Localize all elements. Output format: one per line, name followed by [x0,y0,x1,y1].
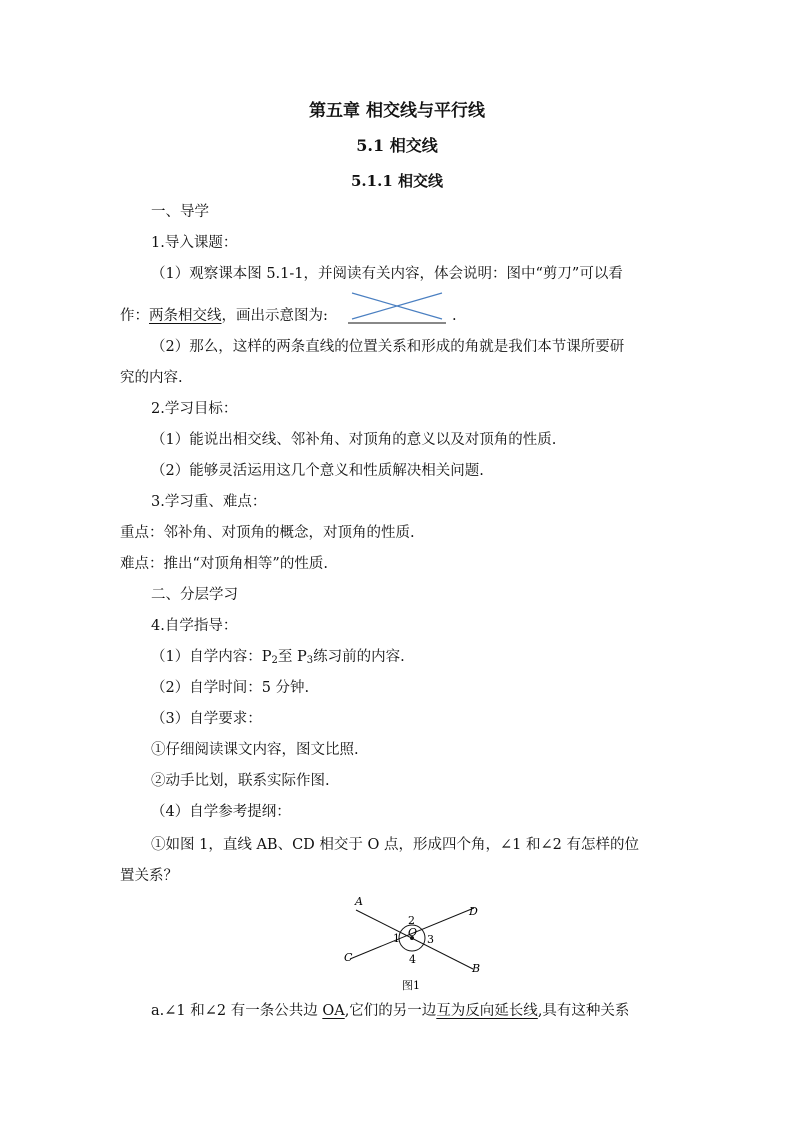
intro1-line2 [120,306,328,326]
part1-heading: 一、导学 [151,204,209,220]
answer-a-post: ,具有这种关系 [537,1003,630,1019]
goals-heading: 2.学习目标： [151,401,238,417]
angle-3-label: 3 [427,933,434,946]
outline-heading: （4）自学参考提纲： [151,804,291,820]
requirement-1: ①仔细阅读课文内容，图文比照. [151,742,359,758]
content-sub1: 2 [271,655,278,666]
goal-1: （1）能说出相交线、邻补角、对顶角的意义以及对顶角的性质. [151,432,557,448]
angle-2-label: 2 [408,914,415,927]
intro1-answer: 两条相交线 [149,308,222,324]
content-pre: （1）自学内容：P [151,649,272,665]
content-mid: 至 P [277,649,307,665]
key-point: 重点：邻补角、对顶角的概念，对顶角的性质. [120,525,415,541]
answer-a-blank1: OA [322,1003,345,1019]
figure-1 [336,893,496,995]
content-sub2: 3 [306,655,314,666]
label-B: B [472,962,481,975]
requirements-heading: （3）自学要求： [151,711,262,727]
intro1-end: . [452,308,457,324]
content-post: 练习前的内容. [313,649,405,665]
chapter-title: 第五章 相交线与平行线 [309,101,485,121]
self-study-content [151,647,405,667]
guide-heading: 4.自学指导： [151,618,238,634]
key-heading: 3.学习重、难点： [151,494,267,510]
section-title: 5.1 相交线 [356,136,438,155]
intro1-pre: 作： [120,308,149,324]
intro1-post: ，画出示意图为: [221,308,328,324]
subsection-title: 5.1.1 相交线 [351,172,443,190]
intro2-line1: （2）那么，这样的两条直线的位置关系和形成的角就是我们本节课所要研 [151,339,625,355]
part2-heading: 二、分层学习 [151,587,238,603]
figure-caption: 图1 [402,979,420,992]
intro1-line1: （1）观察课本图 5.1-1，并阅读有关内容，体会说明：图中“剪刀”可以看 [151,266,623,282]
angle-1-label: 1 [393,932,400,945]
label-O: O [408,926,418,939]
goal-2: （2）能够灵活运用这几个意义和性质解决相关问题. [151,463,484,479]
answer-a-pre: a.∠1 和∠2 有一条公共边 [151,1003,323,1019]
label-C: C [344,951,353,964]
intro2-line2: 究的内容. [120,370,183,386]
intro-heading: 1.导入课题： [151,235,238,251]
label-A: A [355,895,363,908]
requirement-2: ②动手比划，联系实际作图. [151,773,330,789]
self-study-time: （2）自学时间：5 分钟. [151,680,310,696]
intersecting-lines-sketch [346,290,450,326]
angle-4-label: 4 [409,953,416,966]
answer-a [151,1001,629,1021]
label-D: D [469,905,478,918]
question1-line2: 置关系？ [120,868,178,884]
difficult-point: 难点：推出“对顶角相等”的性质. [120,556,328,572]
question1-line1: ①如图 1，直线 AB、CD 相交于 O 点，形成四个角，∠1 和∠2 有怎样的位 [151,837,639,853]
answer-a-mid: ,它们的另一边 [344,1003,437,1019]
answer-a-blank2: 互为反向延长线 [436,1003,538,1019]
